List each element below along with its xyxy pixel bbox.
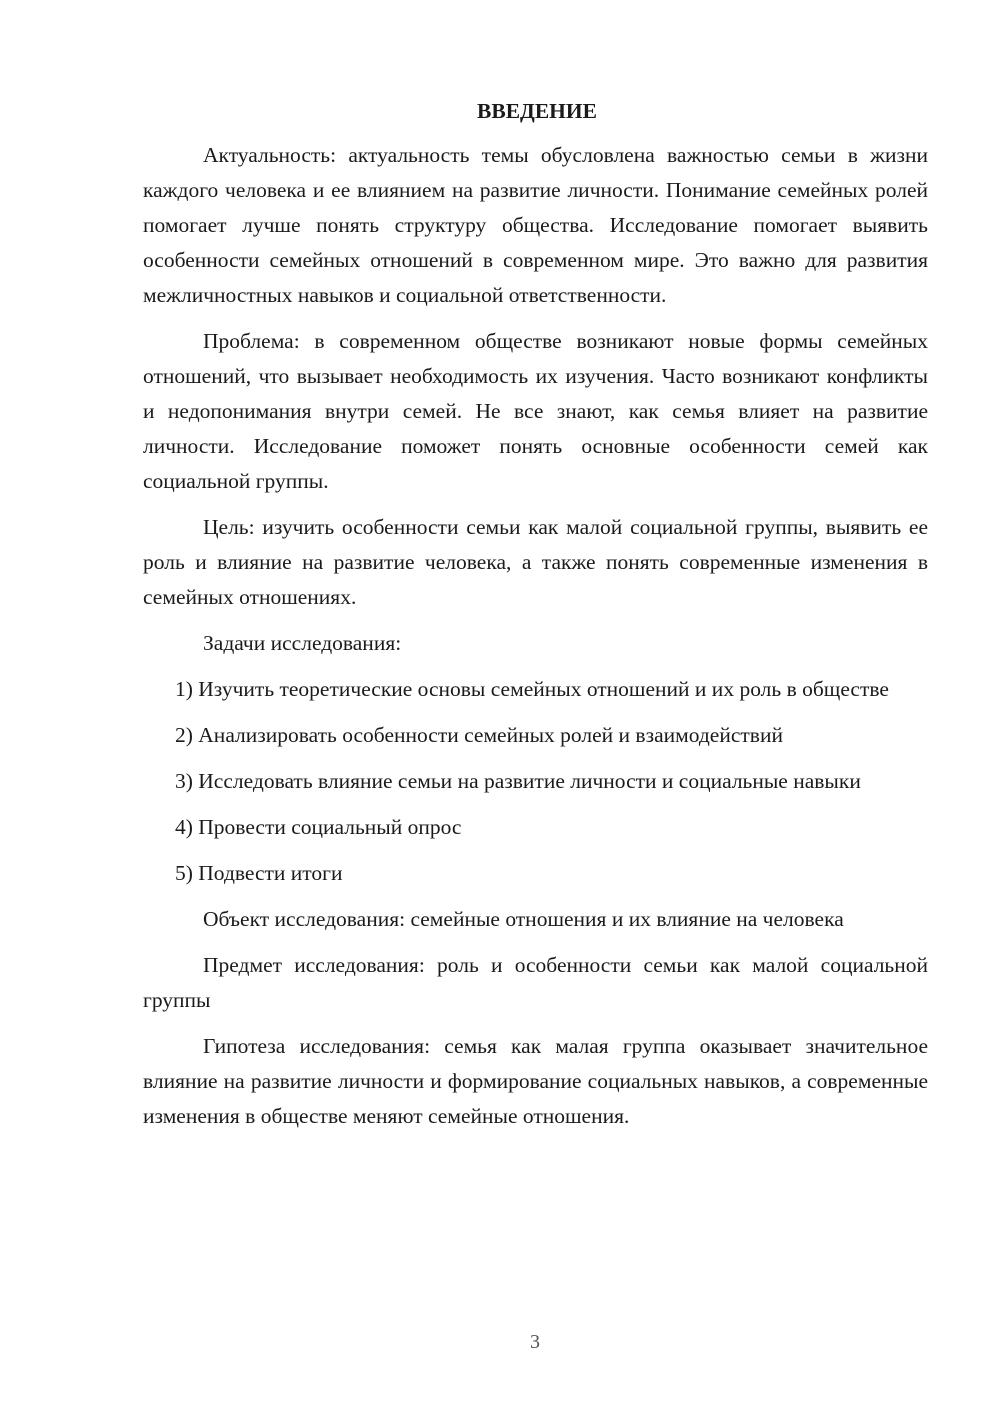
page-content (143, 95, 928, 1134)
section-title: ВВЕДЕНИЕ (477, 99, 597, 123)
task-item-3: 3) Исследовать влияние семьи на развитие личности и социальные навыки (175, 769, 861, 793)
tasks-heading: Задачи исследования: (203, 631, 402, 655)
relevance-paragraph: Актуальность: актуальность темы обусловлена важностью семьи в жизни каждого человека и ее влиянием на развитие личности. Понимание семейных ролей помогает лучше понять структуру общества. Исследование помогает выявить особенности семейных отношений в современном мире. Это важно для развития межличностных навыков и социальной ответственности. (143, 143, 928, 307)
goal-paragraph: Цель: изучить особенности семьи как малой социальной группы, выявить ее роль и влияние на развитие человека, а также понять современные изменения в семейных отношениях. (143, 515, 928, 609)
problem-paragraph: Проблема: в современном обществе возникают новые формы семейных отношений, что вызывает необходимость их изучения. Часто возникают конфликты и недопонимания внутри семей. Не все знают, как семья влияет на развитие личности. Исследование поможет понять основные особенности семей как социальной группы. (143, 329, 928, 493)
research-object-paragraph: Объект исследования: семейные отношения и их влияние на человека (203, 907, 844, 931)
task-item-1: 1) Изучить теоретические основы семейных отношений и их роль в обществе (175, 677, 889, 701)
task-item-5: 5) Подвести итоги (175, 861, 343, 885)
task-item-4: 4) Провести социальный опрос (175, 815, 462, 839)
research-subject-paragraph: Предмет исследования: роль и особенности семьи как малой социальной группы (143, 953, 928, 1012)
hypothesis-paragraph: Гипотеза исследования: семья как малая группа оказывает значительное влияние на развитие личности и формирование социальных навыков, а современные изменения в обществе меняют семейные отношения. (143, 1034, 928, 1128)
page-number: 3 (530, 1331, 540, 1353)
task-item-2: 2) Анализировать особенности семейных ролей и взаимодействий (175, 723, 783, 747)
